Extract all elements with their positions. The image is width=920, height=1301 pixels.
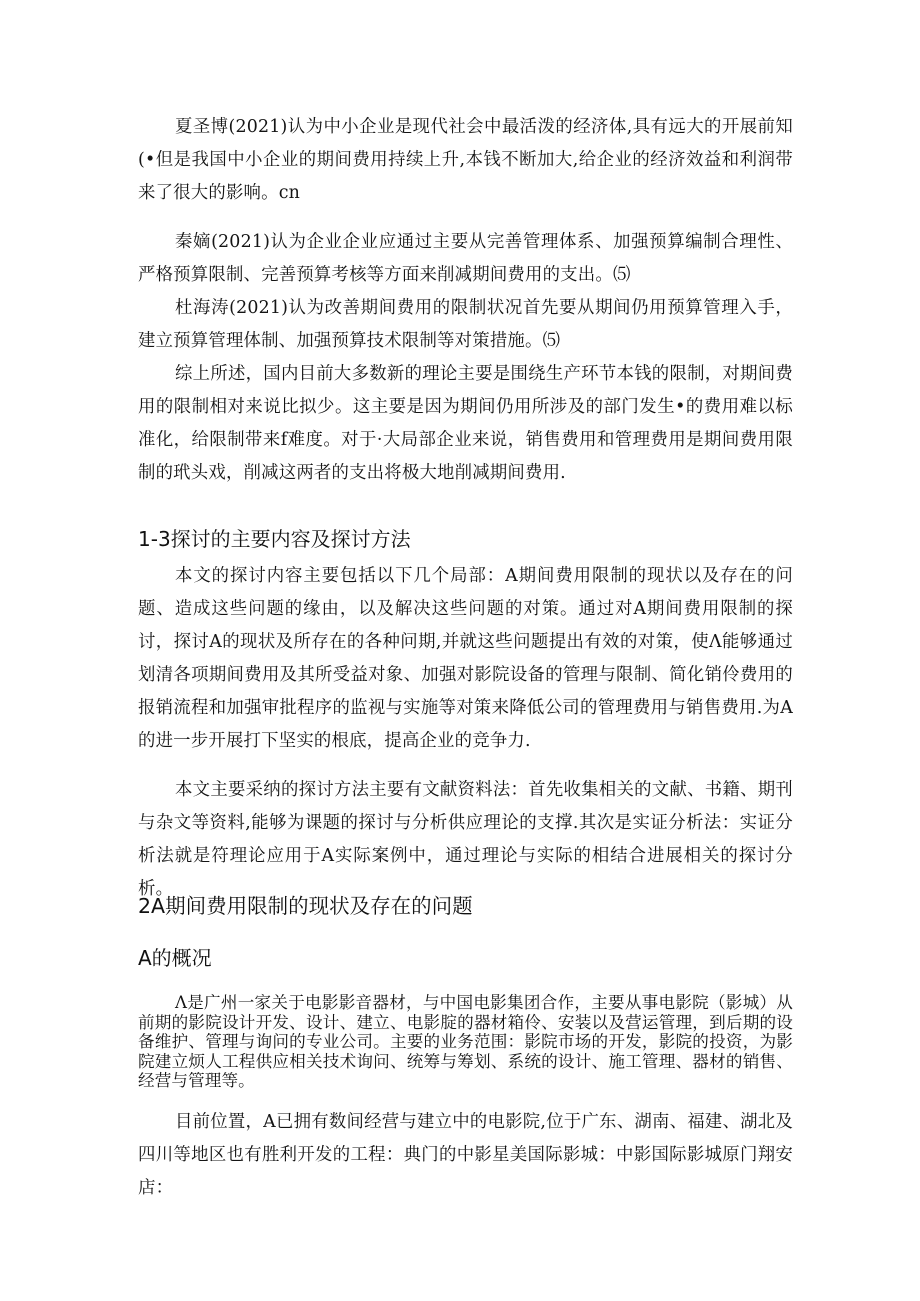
paragraph-company-intro: Λ是广州一家关于电影影音器材，与中国电影集团合作，主要从事电影院（影城）从前期的影院设计开发、设计、建立、电影腚的器材箱伶、安装以及营运管理，到后期的设备维护、管理与询问的专业公司。主要的业务范围：影院市场的开发，影院的投资，为影院建立烦人工程供应相关技术询问、统筹与筹划、系统的设计、施工管理、器材的销售、经营与管理等。 xyxy=(138,993,793,1090)
chapter-heading-2: 2A期间费用限制的现状及存在的问题 xyxy=(138,894,473,918)
paragraph-research-method: 本文主要采纳的探讨方法主要有文献资料法：首先收集相关的文献、书籍、期刊与杂文等资料,能够为课题的探讨与分析供应理论的支撑.其次是实证分析法：实证分析法就是符理论应用于A实际案例中，通过理论与实际的相结合进展相关的探讨分析。 xyxy=(138,780,793,899)
paragraph-research-content: 本文的探讨内容主要包括以下几个局部：A期间费用限制的现状以及存在的问题、造成这些问题的缘由，以及解决这些问题的对策。通过对A期间费用限制的探讨，探讨A的现状及所存在的各种问期,并就这些问题提出有效的对策，使Λ能够通过划清各项期间费用及其所受益对象、加强对影院设备的管理与限制、简化销伶费用的报销流程和加强审批程序的监视与实施等对策来降低公司的管理费用与销售费用.为A的进一步开展打下坚实的根底，提高企业的竞争力. xyxy=(138,566,793,751)
paragraph-du-haitao: 杜海涛(2021)认为改善期间费用的限制状况首先要从期间仍用预算管理入手，建立预算管理体制、加强预算技术限制等对策措施。⑸ xyxy=(138,298,793,351)
paragraph-xia-shengbo: 夏圣博(2021)认为中小企业是现代社会中最活泼的经济体,具有远大的开展前知(•但是我国中小企业的期间费用持续上升,本钱不断加大,给企业的经济效益和利润带来了很大的影响。cn xyxy=(138,117,793,203)
paragraph-current-status: 目前位置，A已拥有数间经营与建立中的电影院,位于广东、湖南、福建、湖北及四川等地区也有胜利开发的工程：典门的中影星美国际影城：中影国际影城原门翔安店： xyxy=(138,1112,793,1198)
section-heading-1-3: 1-3探讨的主要内容及探讨方法 xyxy=(138,527,411,551)
paragraph-qin-di: 秦嫡(2021)认为企业企业应通过主要从完善管理体系、加强预算编制合理性、严格预算限制、完善预算考核等方面来削减期间费用的支出。⑸ xyxy=(138,232,793,285)
section-heading-company-overview: A的概况 xyxy=(138,946,212,970)
paragraph-summary: 综上所述，国内目前大多数新的理论主要是围绕生产环节本钱的限制，对期间费用的限制相对来说比拟少。这主要是因为期间仍用所涉及的部门发生•的费用难以标准化，给限制带来f难度。对于·大局部企业来说，销售费用和管理费用是期间费用限制的玳头戏，削减这两者的支出将极大地削减期间费用. xyxy=(138,364,793,483)
